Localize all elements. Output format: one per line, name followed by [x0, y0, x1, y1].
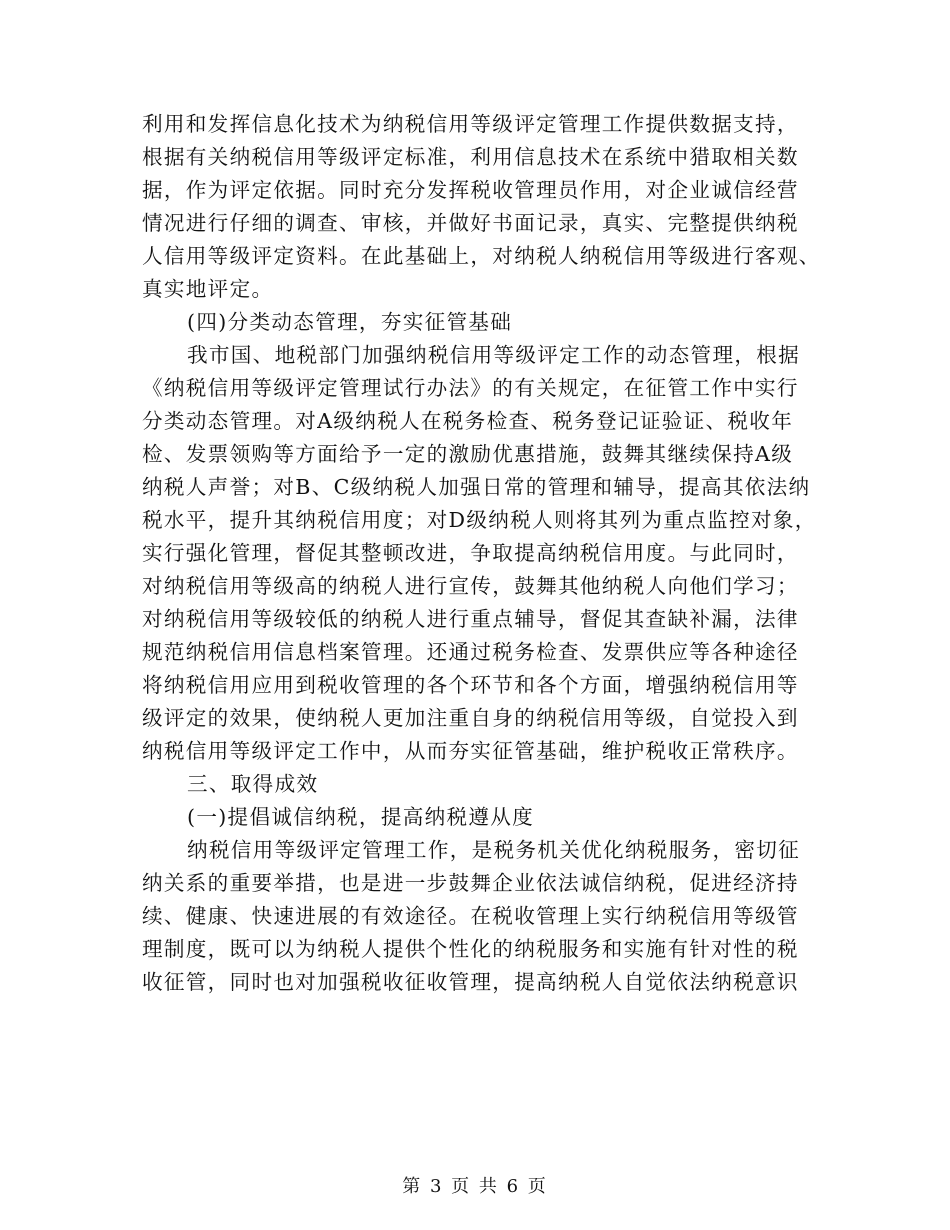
text-line: 情况进行仔细的调查、审核，并做好书面记录，真实、完整提供纳税 [142, 211, 799, 235]
section-heading: 三、取得成效 [187, 772, 319, 796]
text-line: 真实地评定。 [142, 277, 274, 301]
text-line: 将纳税信用应用到税收管理的各个环节和各个方面，增强纳税信用等 [142, 673, 799, 697]
page-footer: 第 3 页 共 6 页 [402, 1176, 548, 1197]
text-line: 利用和发挥信息化技术为纳税信用等级评定管理工作提供数据支持， [142, 112, 799, 136]
text-line: 纳税信用等级评定管理工作，是税务机关优化纳税服务，密切征 [187, 838, 801, 862]
text-line: 纳税信用等级评定工作中，从而夯实征管基础，维护税收正常秩序。 [142, 739, 799, 763]
text-line: 纳税人声誉；对B、C级纳税人加强日常的管理和辅导，提高其依法纳 [142, 475, 811, 499]
text-line: 检、发票领购等方面给予一定的激励优惠措施，鼓舞其继续保持A级 [142, 442, 794, 466]
text-line: 对纳税信用等级高的纳税人进行宣传，鼓舞其他纳税人向他们学习； [142, 574, 799, 598]
text-line: 税水平，提升其纳税信用度；对D级纳税人则将其列为重点监控对象， [142, 508, 817, 532]
text-line: 分类动态管理。对A级纳税人在税务检查、税务登记证验证、税收年 [142, 409, 794, 433]
text-line: 实行强化管理，督促其整顿改进，争取提高纳税信用度。与此同时， [142, 541, 799, 565]
section-heading: (一)提倡诚信纳税，提高纳税遵从度 [187, 805, 535, 829]
text-line: 人信用等级评定资料。在此基础上，对纳税人纳税信用等级进行客观、 [142, 244, 821, 268]
text-line: 根据有关纳税信用等级评定标准，利用信息技术在系统中猎取相关数 [142, 145, 799, 169]
text-line: 《纳税信用等级评定管理试行办法》的有关规定，在征管工作中实行 [142, 376, 799, 400]
text-line: 级评定的效果，使纳税人更加注重自身的纳税信用等级，自觉投入到 [142, 706, 799, 730]
text-line: 我市国、地税部门加强纳税信用等级评定工作的动态管理，根据 [187, 343, 801, 367]
section-heading: (四)分类动态管理，夯实征管基础 [187, 310, 513, 334]
text-line: 对纳税信用等级较低的纳税人进行重点辅导，督促其查缺补漏，法律 [142, 607, 799, 631]
text-line: 据，作为评定依据。同时充分发挥税收管理员作用，对企业诚信经营 [142, 178, 799, 202]
text-line: 收征管，同时也对加强税收征收管理，提高纳税人自觉依法纳税意识 [142, 970, 799, 994]
text-line: 规范纳税信用信息档案管理。还通过税务检查、发票供应等各种途径 [142, 640, 799, 664]
text-line: 纳关系的重要举措，也是进一步鼓舞企业依法诚信纳税，促进经济持 [142, 871, 799, 895]
text-line: 理制度，既可以为纳税人提供个性化的纳税服务和实施有针对性的税 [142, 937, 799, 961]
text-line: 续、健康、快速进展的有效途径。在税收管理上实行纳税信用等级管 [142, 904, 799, 928]
